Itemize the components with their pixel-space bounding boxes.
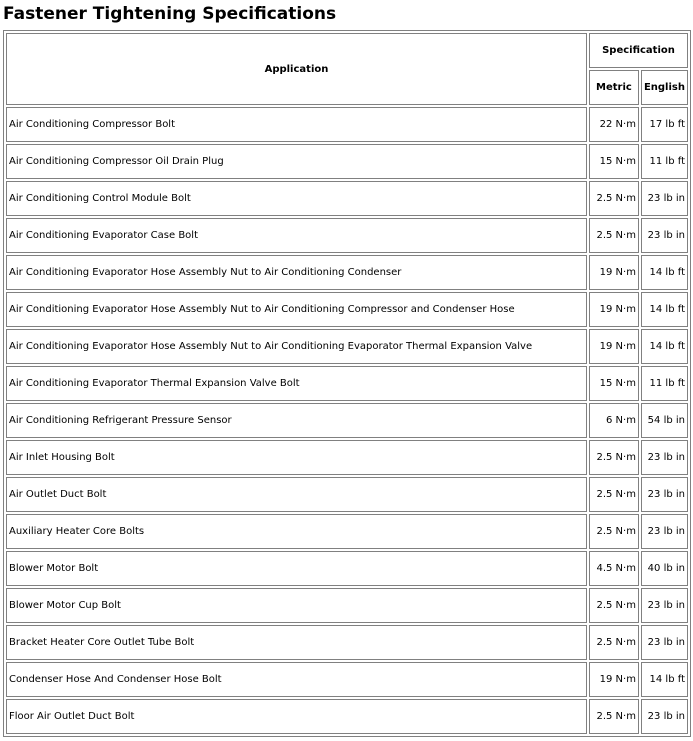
english-cell: 23 lb in [641,514,688,549]
metric-cell: 19 N·m [589,662,639,697]
english-cell: 23 lb in [641,181,688,216]
table-row [6,699,688,734]
table-row [6,292,688,327]
english-cell: 17 lb ft [641,107,688,142]
metric-cell: 19 N·m [589,329,639,364]
english-cell: 14 lb ft [641,255,688,290]
application-cell: Air Conditioning Evaporator Thermal Expansion Valve Bolt [6,366,587,401]
page-title: Fastener Tightening Specifications [3,4,337,24]
application-cell: Air Conditioning Compressor Bolt [6,107,587,142]
application-cell: Bracket Heater Core Outlet Tube Bolt [6,625,587,660]
english-cell: 54 lb in [641,403,688,438]
table-row [6,218,688,253]
english-cell: 11 lb ft [641,366,688,401]
table-row [6,107,688,142]
header-row-top [6,33,688,68]
fastener-spec-table [3,30,691,737]
metric-cell: 2.5 N·m [589,181,639,216]
application-cell: Air Conditioning Evaporator Hose Assembly Nut to Air Conditioning Condenser [6,255,587,290]
application-cell: Air Conditioning Evaporator Case Bolt [6,218,587,253]
metric-cell: 19 N·m [589,255,639,290]
english-cell: 14 lb ft [641,329,688,364]
table-row [6,662,688,697]
metric-cell: 6 N·m [589,403,639,438]
metric-cell: 15 N·m [589,144,639,179]
column-header-metric: Metric [589,70,639,105]
application-cell: Condenser Hose And Condenser Hose Bolt [6,662,587,697]
table-row [6,625,688,660]
table-row [6,403,688,438]
metric-cell: 2.5 N·m [589,218,639,253]
metric-cell: 2.5 N·m [589,440,639,475]
english-cell: 14 lb ft [641,292,688,327]
metric-cell: 2.5 N·m [589,477,639,512]
column-header-application: Application [6,33,587,105]
table-row [6,255,688,290]
metric-cell: 4.5 N·m [589,551,639,586]
english-cell: 23 lb in [641,440,688,475]
table-row [6,181,688,216]
application-cell: Blower Motor Cup Bolt [6,588,587,623]
application-cell: Air Inlet Housing Bolt [6,440,587,475]
english-cell: 23 lb in [641,699,688,734]
column-header-english: English [641,70,688,105]
table-row [6,329,688,364]
application-cell: Air Conditioning Refrigerant Pressure Sensor [6,403,587,438]
table-row [6,144,688,179]
english-cell: 23 lb in [641,625,688,660]
metric-cell: 19 N·m [589,292,639,327]
application-cell: Air Conditioning Compressor Oil Drain Plug [6,144,587,179]
application-cell: Air Conditioning Evaporator Hose Assembly Nut to Air Conditioning Compressor and Condenser Hose [6,292,587,327]
application-cell: Blower Motor Bolt [6,551,587,586]
application-cell: Air Outlet Duct Bolt [6,477,587,512]
english-cell: 11 lb ft [641,144,688,179]
metric-cell: 22 N·m [589,107,639,142]
application-cell: Floor Air Outlet Duct Bolt [6,699,587,734]
metric-cell: 2.5 N·m [589,699,639,734]
table-row [6,366,688,401]
english-cell: 23 lb in [641,218,688,253]
english-cell: 40 lb in [641,551,688,586]
column-header-specification: Specification [589,33,688,68]
metric-cell: 15 N·m [589,366,639,401]
table-row [6,588,688,623]
application-cell: Air Conditioning Evaporator Hose Assembly Nut to Air Conditioning Evaporator Thermal Expansion Valve [6,329,587,364]
english-cell: 14 lb ft [641,662,688,697]
table-body [6,107,688,734]
table-row [6,514,688,549]
application-cell: Auxiliary Heater Core Bolts [6,514,587,549]
metric-cell: 2.5 N·m [589,514,639,549]
table-row [6,477,688,512]
metric-cell: 2.5 N·m [589,588,639,623]
english-cell: 23 lb in [641,477,688,512]
table-row [6,440,688,475]
table-row [6,551,688,586]
metric-cell: 2.5 N·m [589,625,639,660]
application-cell: Air Conditioning Control Module Bolt [6,181,587,216]
english-cell: 23 lb in [641,588,688,623]
